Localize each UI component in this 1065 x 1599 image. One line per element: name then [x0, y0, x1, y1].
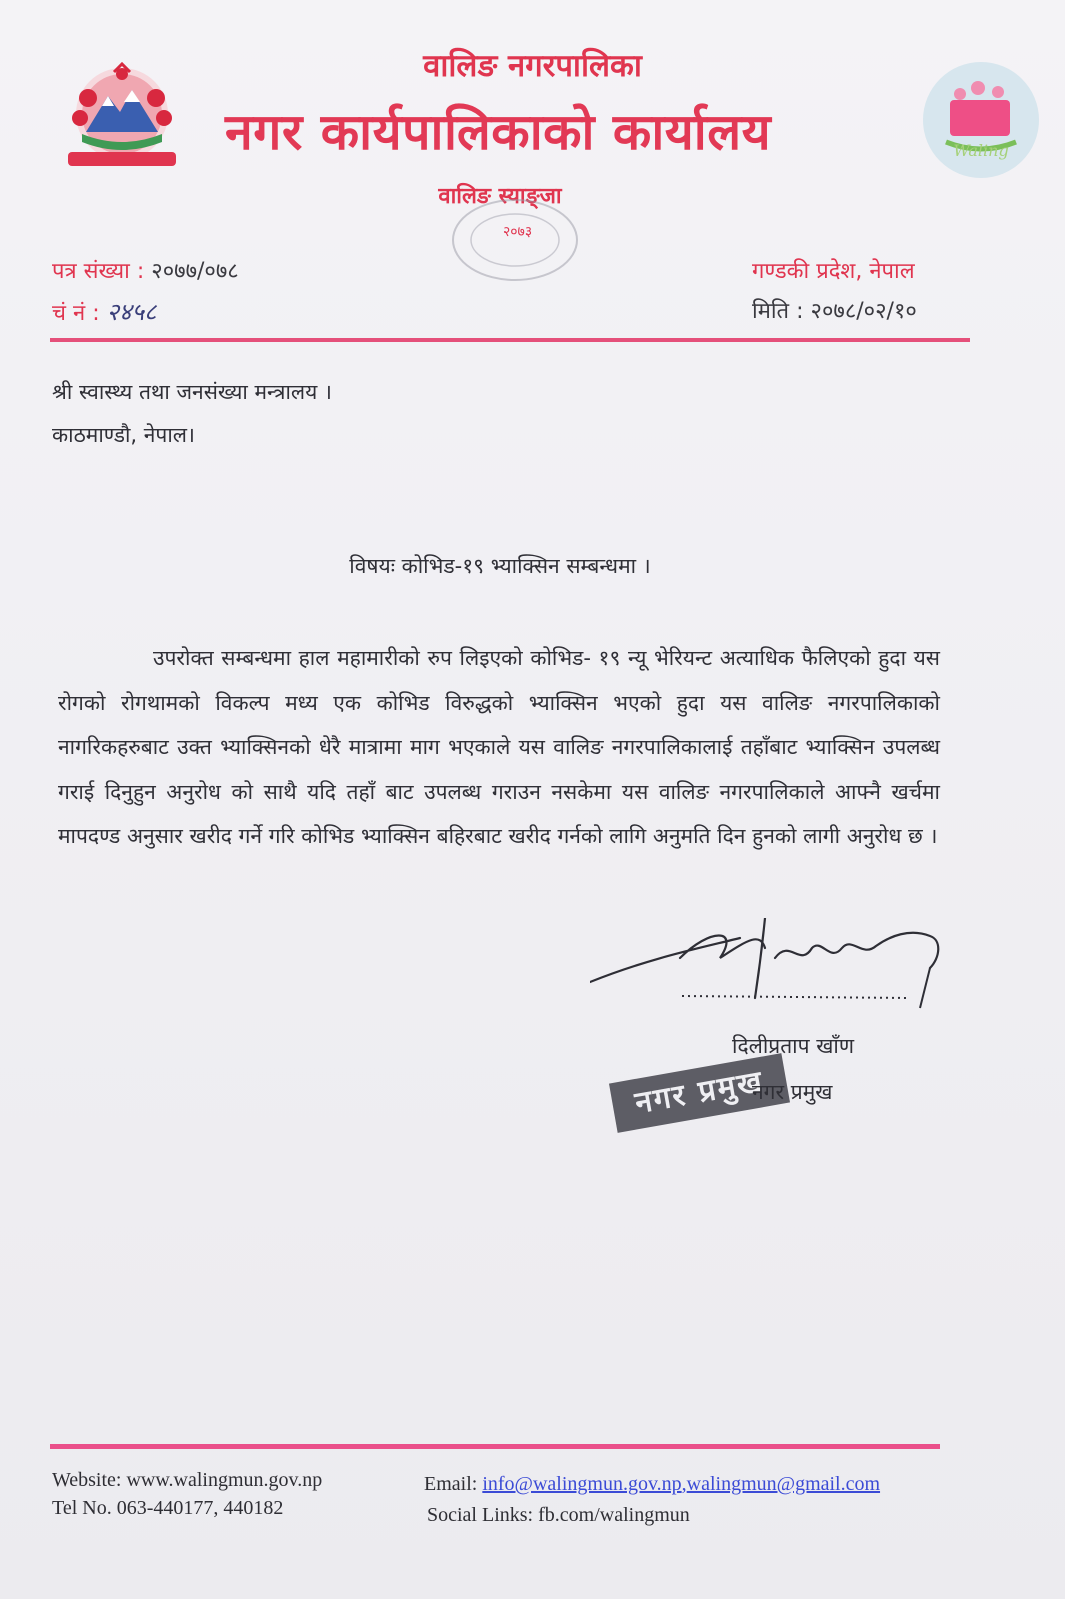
footer-email: [424, 1473, 880, 1496]
email-link-gmail[interactable]: walingmun@gmail.com: [686, 1473, 881, 1495]
office-seal: [445, 196, 585, 288]
seal-year-text: २०७३: [503, 224, 533, 240]
email-link-info[interactable]: info@walingmun.gov.np: [482, 1473, 682, 1495]
chalani-number: चं नं : २४५८: [52, 298, 157, 326]
ref-value: २०७७/०७८: [151, 259, 239, 284]
date-label: मिति: [752, 299, 790, 324]
letter-subject: विषयः कोभिड-१९ भ्याक्सिन सम्बन्धमा ।: [349, 554, 651, 578]
province-text: गण्डकी प्रदेश, नेपाल: [752, 259, 915, 284]
email-separator: ,: [681, 1473, 687, 1495]
reference-number: पत्र संख्या : २०७७/०७८: [52, 259, 239, 284]
email-label: Email:: [424, 1473, 478, 1495]
header-divider: [50, 338, 970, 342]
mayor-stamp: नगर प्रमुख: [609, 1053, 790, 1133]
footer-telephone: Tel No. 063-440177, 440182: [52, 1497, 284, 1519]
signer-name: दिलीप्रताप खाँण: [732, 1034, 855, 1058]
chalani-value: २४५८: [106, 298, 157, 326]
letter-body: उपरोक्त सम्बन्धमा हाल महामारीको रुप लिइएको कोभिड- १९ न्यू भेरियन्ट अत्याधिक फैलिएको हुदा यस रोगको रोगथामको विकल्प मध्य एक कोभिड विरुद्धको भ्याक्सिन भएको हुदा यस वालिङ नगरपालिकाको नागरिकहरुबाट उक्त भ्याक्सिनको धेरै मात्रामा माग भएकाले यस वालिङ नगरपालिकालाई तहाँबाट भ्याक्सिन उपलब्ध गराई दिनुहुन अनुरोध को साथै यदि तहाँ बाट उपलब्ध गराउन नसकेमा यस वालिङ नगरपालिकाले आफ्नै खर्चमा मापदण्ड अनुसार खरीद गर्ने गरि कोभिड भ्याक्सिन बहिरबाट खरीद गर्नको लागि अनुमति दिन हुनको लागी अनुरोध छ ।: [58, 646, 940, 848]
handwritten-signature: [590, 918, 980, 1028]
ref-label: पत्र संख्या: [52, 259, 130, 284]
signer-title: नगर प्रमुख: [752, 1080, 833, 1104]
recipient-line-1: श्री स्वास्थ्य तथा जनसंख्या मन्त्रालय ।: [52, 380, 332, 404]
chalani-label: चं नं: [52, 301, 86, 326]
office-location: वालिङ स्याङ्जा: [438, 184, 562, 209]
recipient-line-2: काठमाण्डौ, नेपाल।: [52, 423, 195, 447]
office-title: नगर कार्यपालिकाको कार्यालय: [225, 103, 772, 161]
footer-divider: [50, 1444, 940, 1449]
footer-website: Website: www.walingmun.gov.np: [52, 1469, 323, 1491]
footer-social-links: Social Links: fb.com/walingmun: [427, 1504, 690, 1526]
svg-text:Waling: Waling: [953, 141, 1009, 160]
date-value: २०७८/०२/१०: [810, 299, 917, 324]
waling-logo: [920, 60, 1042, 180]
letter-date: मिति : २०७८/०२/१०: [752, 299, 917, 324]
municipality-name: वालिङ नगरपालिका: [423, 48, 642, 84]
